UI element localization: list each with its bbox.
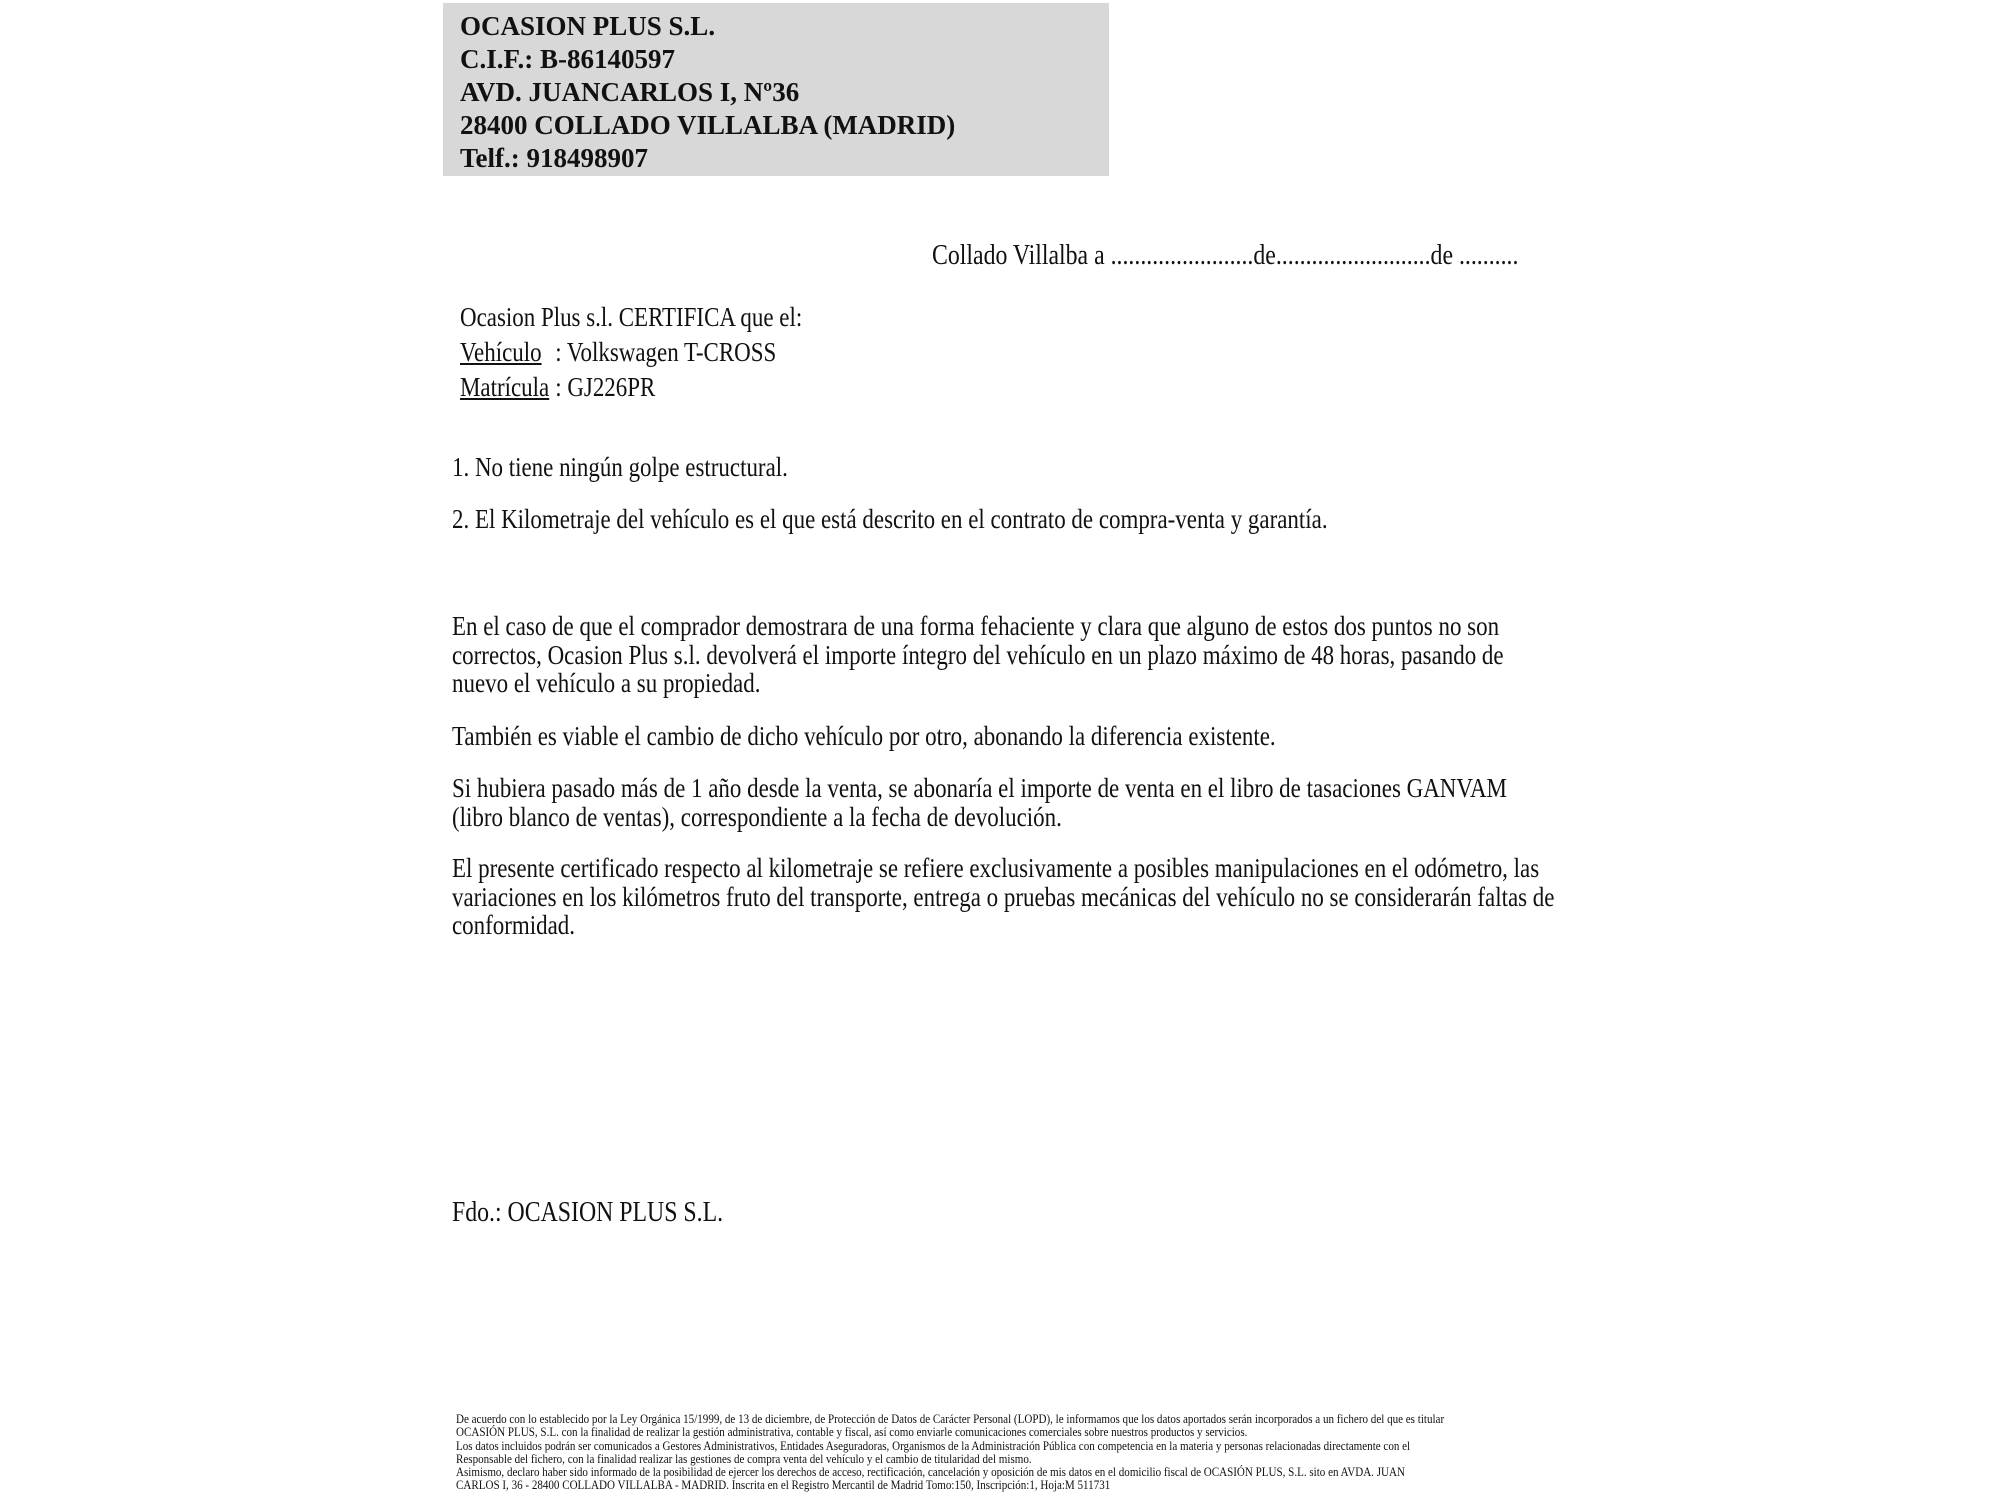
company-letterhead — [443, 3, 1109, 176]
legal-line: CARLOS I, 36 - 28400 COLLADO VILLALBA - MADRID. Inscrita en el Registro Mercantil de Madrid Tomo:150, Inscripción:1, Hoja:M 511731 — [456, 1477, 1111, 1493]
legal-line: De acuerdo con lo establecido por la Ley Orgánica 15/1999, de 13 de diciembre, de Protección de Datos de Carácter Personal (LOPD), le informamos que los datos aportados serán incorporados a un fichero del que es titular — [456, 1411, 1445, 1426]
certification-intro: Ocasion Plus s.l. CERTIFICA que el: — [460, 302, 803, 332]
company-city: 28400 COLLADO VILLALBA (MADRID) — [460, 110, 956, 140]
company-cif: C.I.F.: B-86140597 — [460, 44, 676, 74]
odometer-paragraph: El presente certificado respecto al kilometraje se refiere exclusivamente a posibles manipulaciones en el odómetro, las variaciones en los kilómetros fruto del transporte, entrega o pruebas mecánicas del vehículo no se considerarán faltas de conformidad. — [452, 853, 1555, 940]
date-fill-in-line: Collado Villalba a ........................de..........................de .......... — [932, 240, 1519, 271]
company-address: AVD. JUANCARLOS I, Nº36 — [460, 77, 800, 107]
legal-line: Asimismo, declaro haber sido informado de la posibilidad de ejercer los derechos de acceso, rectificación, cancelación y oposición de mis datos en el domicilio fiscal de OCASIÓN PLUS, S.L. sito en AVDA. JUAN — [456, 1464, 1405, 1480]
certified-point-1: 1. No tiene ningún golpe estructural. — [452, 452, 788, 482]
ganvam-paragraph: Si hubiera pasado más de 1 año desde la venta, se abonaría el importe de venta en el libro de tasaciones GANVAM (libro blanco de ventas), correspondiente a la fecha de devolución. — [452, 773, 1507, 832]
legal-fine-print — [456, 1412, 1444, 1492]
refund-paragraph: En el caso de que el comprador demostrara de una forma fehaciente y clara que alguno de estos dos puntos no son correctos, Ocasion Plus s.l. devolverá el importe íntegro del vehículo en un plazo máximo de 48 horas, pasando de nuevo el vehículo a su propiedad. — [452, 611, 1504, 698]
company-name: OCASION PLUS S.L. — [460, 11, 716, 41]
legal-line: Los datos incluidos podrán ser comunicados a Gestores Administrativos, Entidades Aseguradoras, Organismos de la Administración Pública con competencia en la materia y personas relacionadas directamente con el — [456, 1437, 1411, 1453]
vehicle-label: Vehículo — [460, 337, 542, 367]
certified-point-2: 2. El Kilometraje del vehículo es el que está descrito en el contrato de compra-venta y garantía. — [452, 504, 1328, 534]
vehicle-row — [460, 335, 802, 370]
plate-value: : GJ226PR — [555, 372, 656, 402]
legal-line: Responsable del fichero, con la finalidad realizar las gestiones de compra venta del vehículo y el cambio de titularidad del mismo. — [456, 1450, 1032, 1466]
certification-block — [460, 300, 802, 405]
exchange-paragraph: También es viable el cambio de dicho vehículo por otro, abonando la diferencia existente. — [452, 721, 1276, 751]
signature-line: Fdo.: OCASION PLUS S.L. — [452, 1197, 724, 1228]
legal-line: OCASIÓN PLUS, S.L. con la finalidad de realizar la gestión administrativa, contable y fiscal, así como enviarle comunicaciones comerciales sobre nuestros productos y servicios. — [456, 1424, 1248, 1440]
vehicle-value: : Volkswagen T-CROSS — [555, 337, 777, 367]
plate-row — [460, 370, 802, 405]
company-phone: Telf.: 918498907 — [460, 143, 648, 173]
plate-label: Matrícula — [460, 372, 550, 402]
